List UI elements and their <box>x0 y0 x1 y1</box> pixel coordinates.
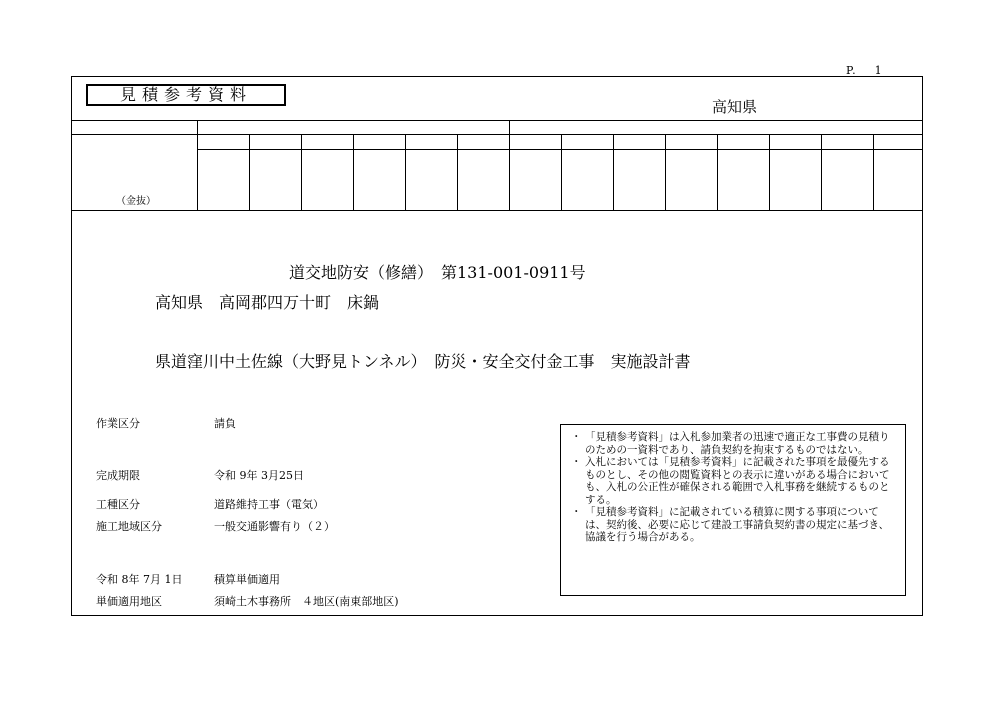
bullet-icon: ・ <box>571 456 582 468</box>
grid-line <box>613 134 614 210</box>
grid-line <box>457 134 458 210</box>
excluding-tax-label: （金抜） <box>116 196 156 207</box>
project-name: 県道窪川中土佐線（大野見トンネル） 防災・安全交付金工事 実施設計書 <box>155 352 691 371</box>
field-value: 請負 <box>214 417 236 430</box>
project-location: 高知県 高岡郡四万十町 床鍋 <box>155 293 380 312</box>
notice-item <box>571 431 899 456</box>
document-title: 見積参考資料 <box>86 84 286 106</box>
grid-line <box>353 134 354 210</box>
header-prefecture: 高知県 <box>712 98 758 116</box>
bullet-icon: ・ <box>571 431 582 443</box>
grid-line <box>71 210 923 211</box>
grid-line <box>769 134 770 210</box>
grid-line <box>71 134 923 135</box>
grid-line <box>249 134 250 210</box>
bullet-icon: ・ <box>571 506 582 518</box>
field-label: 工種区分 <box>96 498 140 511</box>
field-value: 積算単価適用 <box>214 573 280 586</box>
project-code: 道交地防安（修繕） 第131-001-0911号 <box>289 263 586 282</box>
grid-line <box>561 134 562 210</box>
notice-text: 「見積参考資料」は入札参加業者の迅速で適正な工事費の見積りのための一資料であり、請負契約を拘束するものではない。 <box>585 431 890 456</box>
notice-item <box>571 506 899 544</box>
grid-line <box>665 134 666 210</box>
field-value: 須崎土木事務所 ４地区(南東部地区) <box>214 595 399 608</box>
notice-item <box>571 456 899 506</box>
page-number: P. 1 <box>846 64 883 77</box>
field-label: 単価適用地区 <box>96 595 162 608</box>
grid-line <box>197 120 198 210</box>
grid-line <box>821 134 822 210</box>
field-value: 一般交通影響有り（２） <box>214 520 335 533</box>
field-label: 施工地域区分 <box>96 520 162 533</box>
field-label: 令和 8年 7月 1日 <box>96 573 183 586</box>
notice-text: 「見積参考資料」に記載されている積算に関する事項については、契約後、必要に応じて建設工事請負契約書の規定に基づき、協議を行う場合がある。 <box>585 506 890 543</box>
field-value: 令和 9年 3月25日 <box>214 469 304 482</box>
field-value: 道路維持工事（電気） <box>214 498 324 511</box>
grid-line <box>509 120 510 210</box>
notice-box <box>560 424 906 596</box>
field-label: 完成期限 <box>96 469 140 482</box>
grid-line <box>873 134 874 210</box>
field-label: 作業区分 <box>96 417 140 430</box>
grid-line <box>405 134 406 210</box>
grid-line <box>301 134 302 210</box>
notice-text: 入札においては「見積参考資料」に記載された事項を最優先するものとし、その他の閲覧資料との表示に違いがある場合においても、入札の公正性が確保される範囲で入札事務を継続するものとする。 <box>585 456 890 506</box>
grid-line <box>71 120 923 121</box>
grid-line <box>717 134 718 210</box>
grid-line <box>197 149 923 150</box>
